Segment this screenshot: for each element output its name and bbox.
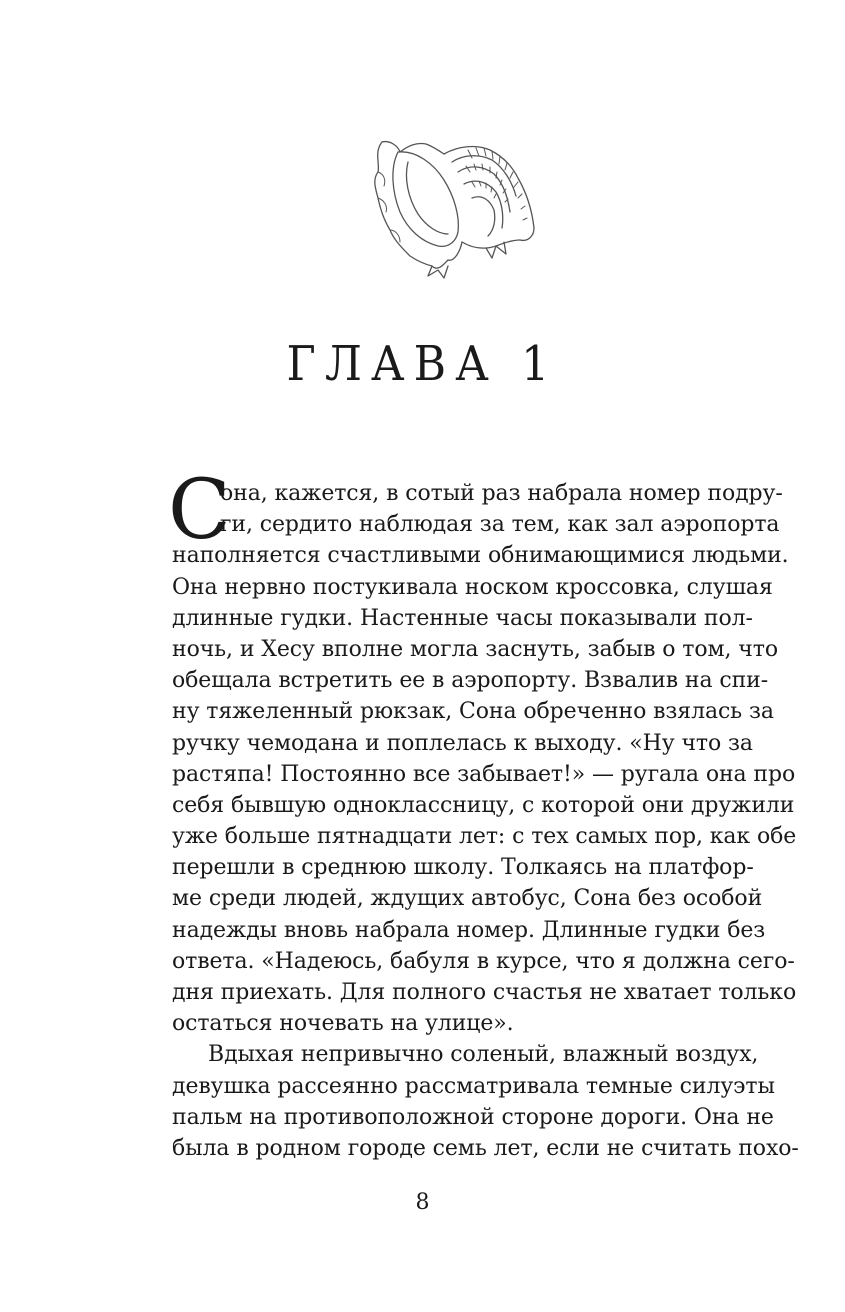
text-line: себя бывшую одноклассницу, с которой они дружили [172,792,795,818]
text-line: ме среди людей, ждущих автобус, Сона без особой [172,886,763,912]
text-line: была в родном городе семь лет, если не считать похо- [172,1135,799,1161]
text-line: надежды вновь набрала номер. Длинные гудки без [172,917,766,943]
text-line: длинные гудки. Настенные часы показывали пол- [172,605,753,631]
text-line: ручку чемодана и поплелась к выходу. «Ну что за [172,730,753,756]
text-line: Она нервно постукивала носком кроссовка, слушая [172,574,773,600]
text-line: ги, сердито наблюдая за тем, как зал аэропорта [220,512,780,538]
text-line: наполняется счастливыми обнимающимися людьми. [172,543,789,569]
text-line: ночь, и Хесу вполне могла заснуть, забыв о том, что [172,636,778,662]
text-line: растяпа! Постоянно все забывает!» — ругала она про [172,761,796,787]
text-line: уже больше пятнадцати лет: с тех самых пор, как обе [172,824,797,850]
drop-cap: С [168,463,231,558]
text-line: перешли в среднюю школу. Толкаясь на платфор- [172,855,754,881]
body-text [168,463,799,1164]
seashell-icon [368,132,540,280]
text-line: Вдыхая непривычно соленый, влажный воздух, [208,1042,759,1068]
text-line: она, кажется, в сотый раз набрала номер подру- [220,481,783,506]
text-line: ответа. «Надеюсь, бабуля в курсе, что я должна сего- [172,948,795,974]
text-line: остаться ночевать на улице». [172,1011,514,1037]
chapter-title: ГЛАВА 1 [286,336,559,392]
paragraph-2 [172,1039,799,1164]
page-number: 8 [415,1190,430,1215]
text-line: дня приехать. Для полного счастья не хватает только [172,980,797,1005]
text-line: девушка рассеянно рассматривала темные силуэты [172,1073,775,1099]
paragraph-1 [168,463,797,1039]
text-line: обещала встретить ее в аэропорту. Взвалив на спи- [172,668,769,694]
text-line: ну тяжеленный рюкзак, Сона обреченно взялась за [172,699,774,725]
text-line: пальм на противоположной стороне дороги. Она не [172,1104,774,1130]
